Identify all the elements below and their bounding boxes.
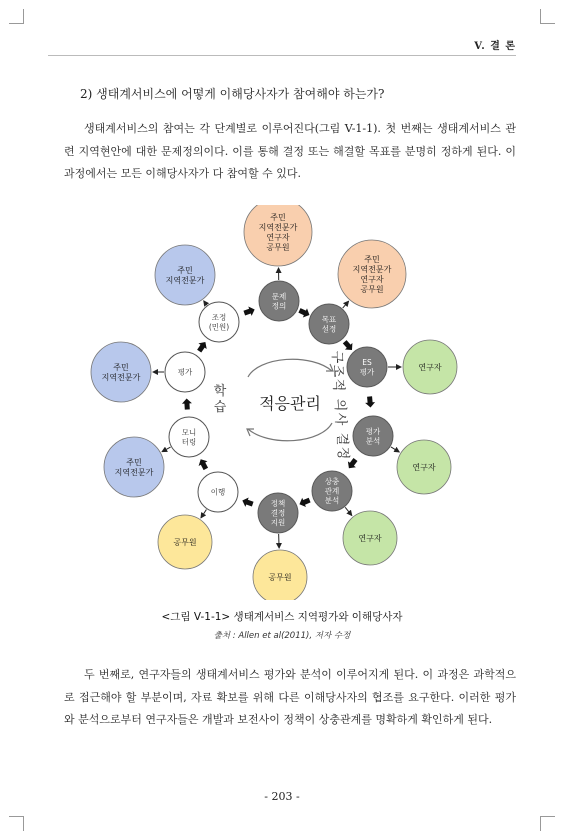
crop-mark-bottom-left bbox=[9, 816, 24, 831]
node-text-line: 설정 bbox=[321, 324, 337, 334]
node-text-line: 지역전문가 bbox=[165, 275, 205, 285]
node-text-line: 정책 bbox=[270, 499, 286, 509]
node-text-line: 지역전문가 bbox=[258, 222, 298, 232]
cycle-arrow-shape bbox=[241, 496, 255, 509]
node-text-line: 주민 bbox=[126, 457, 142, 467]
learning-char: 습 bbox=[213, 400, 227, 415]
step-goal-setting bbox=[309, 304, 349, 344]
structured-decision-char: 결 bbox=[333, 432, 349, 446]
connector-line bbox=[162, 447, 170, 452]
stakeholder-evaluation bbox=[91, 342, 151, 402]
step-monitoring bbox=[169, 417, 209, 457]
stakeholder-monitoring bbox=[104, 437, 164, 497]
section-question: 2) 생태계서비스에 어떻게 이해당사자가 참여해야 하는가? bbox=[80, 87, 385, 101]
node-text-line: 주민 bbox=[113, 362, 129, 372]
cycle-arrow bbox=[297, 306, 311, 320]
cycle-arc-top bbox=[248, 359, 332, 377]
node-text-line: 목표 bbox=[321, 314, 337, 324]
step-es-evaluation bbox=[347, 347, 387, 387]
cycle-arrow-shape bbox=[195, 339, 209, 354]
running-head: V. 결 론 bbox=[474, 41, 516, 52]
stakeholder-policy bbox=[253, 550, 307, 600]
step-evaluation bbox=[165, 352, 205, 392]
step-adjustment bbox=[199, 302, 239, 342]
node-text-line: 연구자 bbox=[418, 362, 442, 372]
structured-decision-char: 정 bbox=[334, 446, 350, 460]
node-text-line: 연구자 bbox=[266, 232, 290, 242]
cycle-arrow bbox=[196, 457, 210, 471]
structured-decision-char: 조 bbox=[329, 364, 345, 378]
header-rule bbox=[48, 55, 516, 56]
node-text-line: 분석 bbox=[365, 436, 381, 446]
node-text-line: 주민 bbox=[177, 265, 193, 275]
cycle-arrow-shape bbox=[196, 457, 210, 471]
step-problem-definition bbox=[259, 281, 299, 321]
adaptive-management-diagram bbox=[90, 205, 470, 600]
cycle-arc-bottom bbox=[248, 423, 332, 441]
stakeholder-implementation bbox=[158, 515, 212, 569]
paragraph-2: 두 번째로, 연구자들의 생태계서비스 평가와 분석이 이루어지게 된다. 이 과정은 과학적으로 접근해야 할 부분이며, 자료 확보를 위해 다른 이해당사자의 협조를 요구한다. 이러한 평가와 분석으로부터 연구자들은 개발과 보전사이 정책이 상충관계를 명확하게 확인하게 된다. bbox=[64, 668, 516, 726]
stakeholder-tradeoff bbox=[343, 511, 397, 565]
connector-line bbox=[201, 510, 206, 518]
node-text-line: 평가 bbox=[365, 426, 381, 436]
node-text-line: 분석 bbox=[324, 496, 340, 506]
node-text-line: 평가 bbox=[177, 367, 193, 377]
step-implementation bbox=[198, 472, 238, 512]
node-text-line: 연구자 bbox=[412, 462, 436, 472]
cycle-arrow-shape bbox=[182, 398, 193, 410]
step-tradeoff-analysis bbox=[312, 471, 352, 511]
node-text-line: 관계 bbox=[324, 486, 340, 496]
node-text-line: 정의 bbox=[271, 301, 287, 311]
node-text-line: 문제 bbox=[271, 291, 287, 301]
learning-char: 학 bbox=[213, 384, 227, 399]
figure-source: 출처 : Allen et al(2011), 저자 수정 bbox=[213, 631, 351, 641]
structured-decision-char: 구 bbox=[329, 350, 344, 364]
stakeholder-analysis bbox=[397, 440, 451, 494]
center-cycle bbox=[214, 351, 351, 460]
node-text-line: 공무원 bbox=[360, 284, 384, 294]
cycle-arrow bbox=[241, 496, 255, 509]
node-text-line: (민원) bbox=[208, 322, 230, 332]
node-text-line: 연구자 bbox=[358, 533, 382, 543]
cycle-arrow-shape bbox=[298, 495, 312, 508]
structured-decision-char: 적 bbox=[330, 378, 346, 392]
crop-mark-top-right bbox=[540, 9, 555, 24]
node-text-line: 터링 bbox=[181, 437, 197, 447]
node-text-line: 모니 bbox=[181, 427, 197, 437]
learning-label bbox=[214, 383, 227, 415]
stakeholder-top bbox=[244, 205, 312, 266]
page-number: - 203 - bbox=[264, 790, 300, 803]
step-evaluation-analysis bbox=[353, 416, 393, 456]
cycle-arrow bbox=[365, 396, 376, 408]
node-text-line: 평가 bbox=[359, 367, 375, 377]
node-text-line: ES bbox=[362, 357, 372, 367]
connector-line bbox=[345, 507, 352, 515]
paragraph-1: 생태계서비스의 참여는 각 단계별로 이루어진다(그림 V-1-1). 첫 번째는 생태계서비스 관련 지역현안에 대한 문제정의이다. 이를 통해 결정 또는 해결할 목표를 분명히 정하게 된다. 이 과정에서는 모든 이해당사자가 다 참여할 수 있다. bbox=[64, 122, 516, 180]
stakeholder-goal bbox=[338, 240, 406, 308]
node-text-line: 조정 bbox=[211, 312, 227, 322]
cycle-arrow bbox=[195, 339, 209, 354]
structured-decision-char: 의 bbox=[331, 398, 347, 412]
cycle-arrow-shape bbox=[365, 396, 376, 408]
connector-line bbox=[391, 447, 399, 452]
stakeholder-es bbox=[403, 340, 457, 394]
center-label: 적응관리 bbox=[259, 394, 321, 413]
node-text-line: 지역전문가 bbox=[114, 467, 154, 477]
crop-mark-top-left bbox=[9, 9, 24, 24]
structured-decision-char: 사 bbox=[332, 412, 348, 426]
connector-line bbox=[204, 301, 207, 305]
cycle-arrow-shape bbox=[297, 306, 311, 320]
crop-mark-bottom-right bbox=[540, 816, 555, 831]
node-text-line: 상충 bbox=[324, 477, 340, 487]
node-text-line: 연구자 bbox=[360, 274, 384, 284]
node-text-line: 공무원 bbox=[173, 537, 197, 547]
cycle-arrow bbox=[182, 398, 193, 410]
node-text-line: 지역전문가 bbox=[101, 372, 141, 382]
node-text-line: 주민 bbox=[364, 254, 380, 264]
connector-line bbox=[343, 301, 349, 308]
cycle-arrow-shape bbox=[243, 305, 257, 318]
node-text-line: 주민 bbox=[270, 212, 286, 222]
node-text-line: 이행 bbox=[210, 487, 226, 497]
node-text-line: 지역전문가 bbox=[352, 264, 392, 274]
node-text-line: 지원 bbox=[270, 518, 286, 528]
cycle-arrow bbox=[298, 495, 312, 508]
step-policy-support bbox=[258, 493, 298, 533]
node-text-line: 결정 bbox=[270, 508, 286, 518]
figure-caption: <그림 V-1-1> 생태계서비스 지역평가와 이해당사자 bbox=[161, 611, 403, 623]
node-text-line: 공무원 bbox=[268, 572, 292, 582]
node-text-line: 공무원 bbox=[266, 242, 290, 252]
stakeholder-adjustment bbox=[155, 245, 215, 305]
cycle-arrow bbox=[243, 305, 257, 318]
